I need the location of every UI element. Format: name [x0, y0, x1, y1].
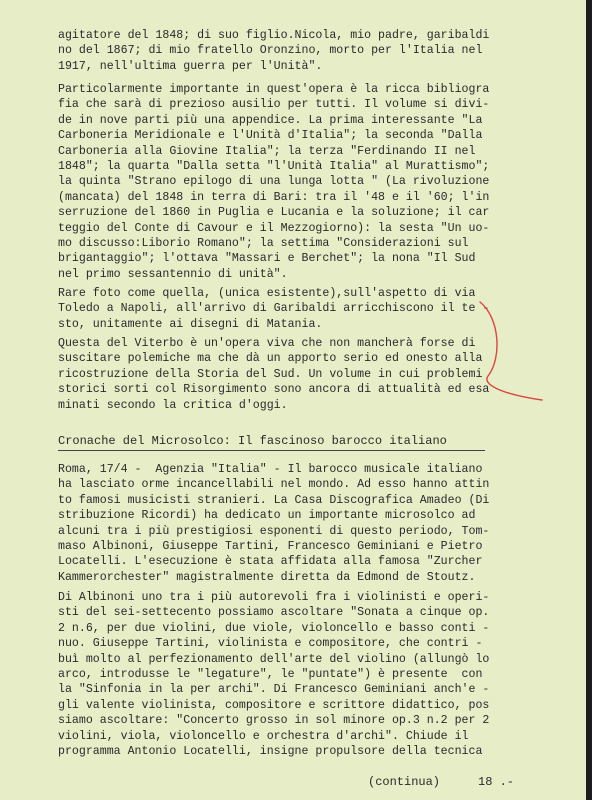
paragraph-conclusion	[58, 336, 528, 413]
text-line: suscitare polemiche ma che dà un apporto serio ed onesto alla	[58, 352, 483, 366]
text-line: ricostruzione della Storia del Sud. Un volume in cui problemi	[58, 367, 483, 381]
text-line: agitatore del 1848; di suo figlio.Nicola, mio padre, garibaldi	[58, 29, 490, 42]
text-line: Kammerorchester" magistralmente diretta da Edmond de Stoutz.	[58, 570, 476, 584]
text-line: la "Sinfonia in la per archi". Di Francesco Geminiani anch'e -	[58, 683, 490, 697]
page-edge-border	[586, 0, 592, 800]
paragraph-bibliography	[58, 82, 528, 282]
text-line: maso Albinoni, Giuseppe Tartini, Francesco Geminiani e Pietro	[58, 539, 483, 553]
text-line: fia che sarà di prezioso ausilio per tutti. Il volume si divi-	[58, 98, 490, 112]
text-line: Toledo a Napoli, all'arrivo di Garibaldi arricchiscono il te -	[58, 302, 490, 316]
text-line: Carboneria alla Giovine Italia"; la terza "Ferdinando II nel	[58, 144, 476, 158]
text-line: mo discusso:Liborio Romano"; la settima "Considerazioni sul	[58, 236, 469, 250]
text-line: teggio del Conte di Cavour e il Mezzogiorno): la sesta "Un uo-	[58, 221, 490, 235]
text-line: nuo. Giuseppe Tartini, violinista e compositore, che contri -	[58, 637, 483, 651]
text-line: buì molto al perfezionamento dell'arte del violino (allungò lo	[58, 652, 490, 666]
text-line: to famosi musicisti stranieri. La Casa Discografica Amadeo (Di	[58, 493, 490, 507]
text-line: stribuzione Ricordi) ha dedicato un importante microsolco ad	[58, 509, 476, 523]
text-line: serruzione del 1860 in Puglia e Lucania e la soluzione; il car	[58, 206, 490, 220]
text-line: arco, introdusse le "legature", le "puntate") è presente con	[58, 667, 483, 681]
text-line: violini, viola, violoncello e orchestra d'archi". Chiude il	[58, 729, 469, 743]
text-line: Carboneria Meridionale e l'Unità d'Italia"; la seconda "Dalla	[58, 129, 483, 143]
text-line: de in nove parti più una appendice. La prima interessante "La	[58, 113, 483, 127]
text-line: sti del sei-settecento possiamo ascoltare "Sonata a cinque op.	[58, 606, 490, 620]
text-line: 2 n.6, per due violini, due viole, violoncello e basso conti -	[58, 621, 490, 635]
paragraph-composers	[58, 590, 528, 759]
text-line: brigantaggio"; l'ottava "Massari e Berchet"; la nona "Il Sud	[58, 252, 476, 266]
text-line: Rare foto come quella, (unica esistente),sull'aspetto di via	[58, 287, 476, 300]
text-line: Di Albinoni uno tra i più autorevoli fra i violinisti e operi-	[58, 591, 490, 604]
section-heading: Cronache del Microsolco: Il fascinoso barocco italiano	[58, 434, 447, 448]
paragraph-family-history	[58, 28, 528, 74]
text-line: Questa del Viterbo è un'opera viva che non mancherà forse di	[58, 337, 476, 350]
heading-underline	[58, 450, 485, 451]
text-line: sto, unitamente ai disegni di Matania.	[58, 317, 323, 331]
paragraph-barocco-intro	[58, 462, 528, 585]
text-line: ha lasciato orme incancellabili nel mondo. Ad esso hanno attin	[58, 478, 490, 492]
red-pen-annotation	[470, 298, 560, 408]
text-line: siamo ascoltare: "Concerto grosso in sol minore op.3 n.2 per 2	[58, 714, 490, 728]
page-number: 18 .-	[478, 775, 515, 789]
text-line: 1848"; la quarta "Dalla setta "l'Unità Italia" al Murattismo";	[58, 159, 490, 173]
text-line: la quinta "Strano epilogo di una lunga lotta " (La rivoluzione	[58, 175, 490, 189]
text-line: Roma, 17/4 - Agenzia "Italia" - Il barocco musicale italiano	[58, 463, 483, 476]
continued-label: (continua)	[368, 775, 441, 789]
paragraph-photos	[58, 286, 528, 332]
text-line: minati secondo la critica d'oggi.	[58, 398, 288, 412]
text-line: no del 1867; di mio fratello Oronzino, morto per l'Italia nel	[58, 44, 483, 58]
text-line: alcuni tra i più prestigiosi esponenti di questo periodo, Tom-	[58, 524, 490, 538]
text-line: programma Antonio Locatelli, insigne propulsore della tecnica	[58, 744, 483, 758]
text-line: Particolarmente importante in quest'opera è la ricca bibliogra	[58, 83, 490, 96]
text-line: 1917, nell'ultima guerra per l'Unità".	[58, 59, 323, 73]
text-line: storici sorti col Risorgimento sono ancora di attualità ed esa	[58, 383, 490, 397]
text-line: nel primo sessantennio di unità".	[58, 267, 288, 281]
text-line: gli valente violinista, compositore e scrittore didattico, pos	[58, 698, 490, 712]
text-line: (mancata) del 1848 in terra di Bari: tra il '48 e il '60; l'in	[58, 190, 490, 204]
text-line: Locatelli. L'esecuzione è stata affidata alla famosa "Zurcher	[58, 555, 483, 569]
